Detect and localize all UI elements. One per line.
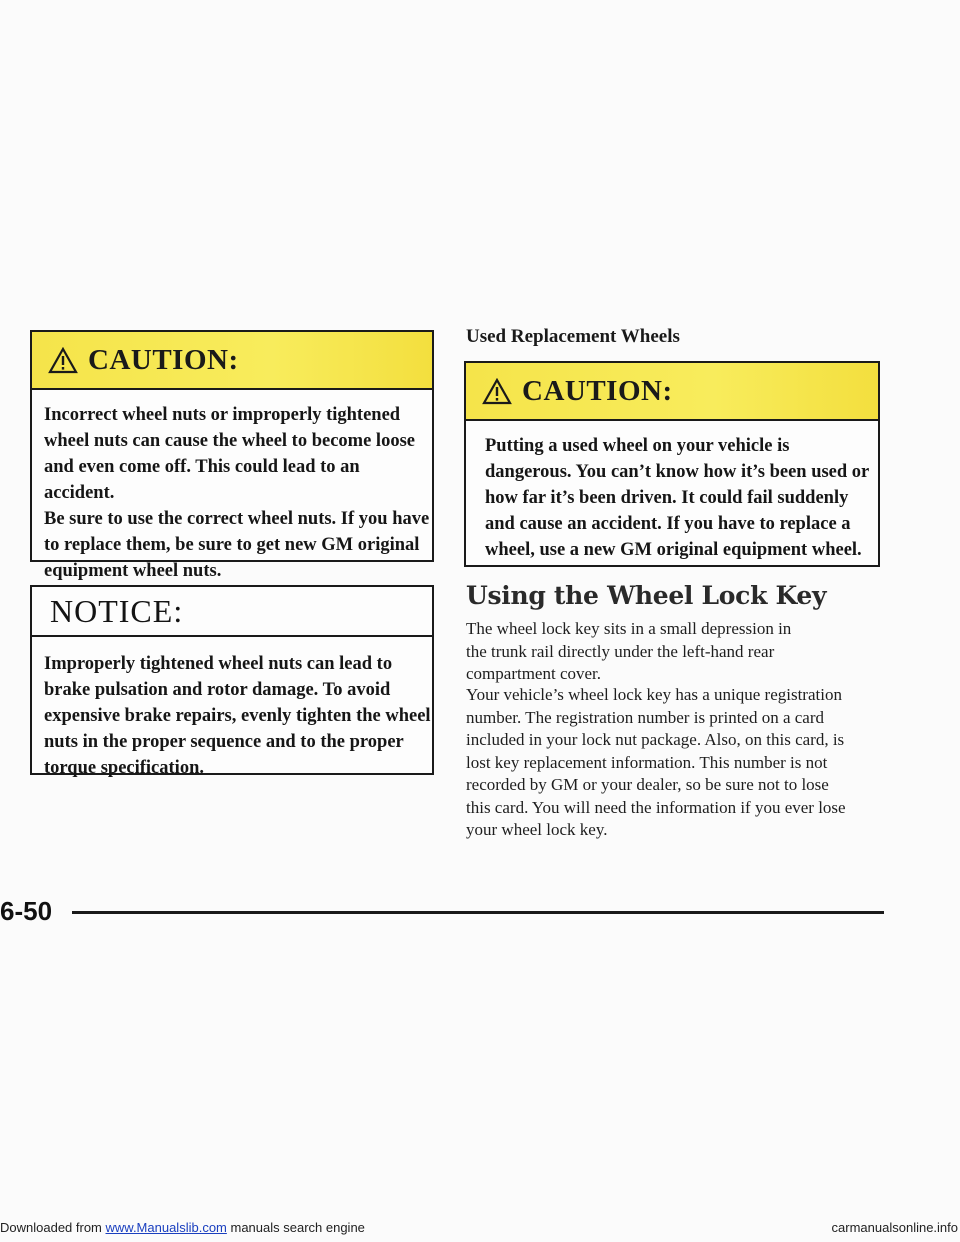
text-line: lost key replacement information. This number is not — [466, 752, 828, 772]
text-line: to replace them, be sure to get new GM original — [44, 535, 420, 555]
caution-box-used-wheels — [464, 361, 880, 567]
caution-label: CAUTION: — [522, 374, 673, 407]
text-line: Your vehicle’s wheel lock key has a unique registration — [466, 685, 842, 704]
caution-label: CAUTION: — [88, 343, 239, 376]
text-line: compartment cover. — [466, 664, 602, 683]
text-line: Be sure to use the correct wheel nuts. If you have — [44, 509, 430, 529]
section-heading-wheel-lock: Using the Wheel Lock Key — [466, 581, 827, 610]
paragraph-wheel-lock-location — [466, 618, 791, 686]
text-line: nuts in the proper sequence and to the proper — [44, 732, 404, 752]
text-line: Incorrect wheel nuts or improperly tightened — [44, 405, 401, 425]
footer-rule — [72, 911, 884, 914]
text-line: brake pulsation and rotor damage. To avoid — [44, 680, 391, 700]
notice-header — [32, 587, 432, 637]
caution-text — [32, 390, 432, 584]
text-line: and cause an accident. If you have to replace a — [485, 514, 851, 534]
text-line: your wheel lock key. — [466, 820, 608, 839]
manualslib-link[interactable]: www.Manualslib.com — [105, 1220, 227, 1235]
text-line: Improperly tightened wheel nuts can lead to — [44, 654, 393, 674]
page-number: 6-50 — [0, 896, 53, 926]
text-line: wheel, use a new GM original equipment wheel. — [485, 540, 862, 560]
text-line: Putting a used wheel on your vehicle is — [485, 436, 790, 456]
text-line: the trunk rail directly under the left-hand rear — [466, 641, 775, 661]
text-line: torque specification. — [44, 758, 204, 778]
credit-suffix: manuals search engine — [226, 1220, 365, 1235]
text-line: this card. You will need the information if you ever lose — [466, 797, 846, 817]
credit-prefix: Downloaded from — [0, 1220, 106, 1235]
notice-label: NOTICE: — [50, 592, 184, 629]
text-line: number. The registration number is printed on a card — [466, 707, 825, 727]
text-line: The wheel lock key sits in a small depression in — [466, 619, 792, 638]
watermark-text: carmanualsonline.info — [831, 1220, 958, 1235]
warning-triangle-icon — [48, 347, 78, 374]
text-line: wheel nuts can cause the wheel to become loose — [44, 431, 415, 451]
paragraph-wheel-lock-registration — [466, 684, 846, 842]
text-line: equipment wheel nuts. — [44, 561, 222, 581]
warning-triangle-icon — [482, 378, 512, 405]
text-line: how far it’s been driven. It could fail suddenly — [485, 488, 849, 508]
text-line: expensive brake repairs, evenly tighten the wheel — [44, 706, 431, 726]
text-line: dangerous. You can’t know how it’s been used or — [485, 462, 870, 482]
caution-header — [466, 363, 878, 421]
text-line: included in your lock nut package. Also, on this card, is — [466, 730, 845, 749]
section-heading-used-wheels: Used Replacement Wheels — [466, 326, 680, 347]
download-credit — [0, 1220, 365, 1235]
notice-box — [30, 585, 434, 778]
caution-text — [466, 421, 878, 563]
notice-text — [32, 637, 432, 781]
text-line: recorded by GM or your dealer, so be sure not to lose — [466, 775, 829, 794]
caution-box-wheel-nuts — [30, 330, 434, 581]
text-line: and even come off. This could lead to an accident. — [44, 457, 360, 503]
caution-header — [32, 332, 432, 390]
